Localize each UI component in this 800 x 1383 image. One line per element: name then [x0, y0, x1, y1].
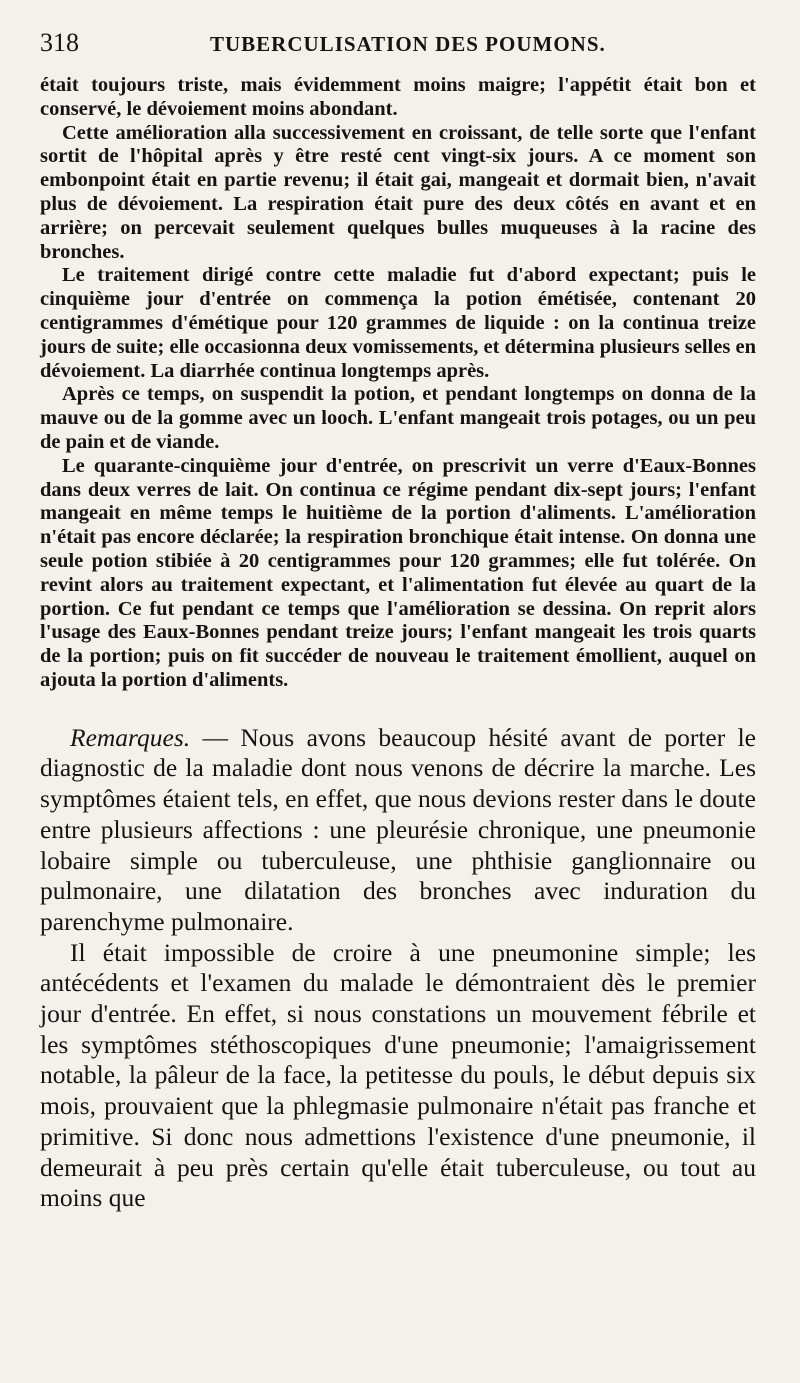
remarks-section: [40, 723, 756, 1214]
remarks-paragraph-2: Il était impossible de croire à une pneumonine simple; les antécédents et l'examen du malade le démontraient dès le premier jour d'entrée. En effet, si nous constations un mouvement fébrile et les symptômes stéthoscopiques d'une pneumonie; l'amaigrissement notable, la pâleur de la face, la petitesse du pouls, le début depuis six mois, prouvaient que la phlegmasie pulmonaire n'était pas franche et primitive. Si donc nous admettions l'existence d'une pneumonie, il demeurait à peu près certain qu'elle était tuberculeuse, ou tout au moins que: [40, 937, 756, 1213]
observation-paragraph-3: Le traitement dirigé contre cette maladie fut d'abord expectant; puis le cinquième jour d'entrée on commença la potion émétisée, contenant 20 centigrammes d'émétique pour 120 grammes de liquide : on la continua treize jours de suite; elle occasionna deux vomissements, et détermina plusieurs selles en dévoiement. La diarrhée continua longtemps après.: [40, 264, 756, 382]
page-number: 318: [40, 28, 79, 57]
remarks-lead: Remarques.: [70, 722, 191, 752]
observation-paragraph-1: était toujours triste, mais évidemment moins maigre; l'appétit était bon et conservé, le dévoiement moins abondant.: [40, 74, 756, 120]
remarks-paragraph-1-text: — Nous avons beaucoup hésité avant de porter le diagnostic de la maladie dont nous venons de décrire la marche. Les symptômes étaient tels, en effet, que nous devions rester dans le doute entre plusieurs affections : une pleurésie chronique, une pneumonie lobaire simple ou tuberculeuse, une phthisie ganglionnaire ou pulmonaire, une dilatation des bronches avec induration du parenchyme pulmonaire.: [40, 722, 756, 936]
remarks-paragraph-1: [40, 723, 756, 938]
running-head: [40, 28, 756, 64]
observation-paragraph-4: Après ce temps, on suspendit la potion, et pendant longtemps on donna de la mauve ou de la gomme avec un looch. L'enfant mangeait trois potages, ou un peu de pain et de viande.: [40, 383, 756, 453]
running-title: TUBERCULISATION DES POUMONS.: [210, 32, 606, 56]
observation-paragraph-2: Cette amélioration alla successivement en croissant, de telle sorte que l'enfant sortit de l'hôpital après y être resté cent vingt-six jours. A ce moment son embonpoint était en partie revenu; il était gai, mangeait et dormait bien, n'avait plus de dévoiement. La respiration était pure des deux côtés en avant et en arrière; on percevait seulement quelques bulles muqueuses à la racine des bronches.: [40, 121, 756, 263]
observation-paragraph-5: Le quarante-cinquième jour d'entrée, on prescrivit un verre d'Eaux-Bonnes dans deux verres de lait. On continua ce régime pendant dix-sept jours; l'enfant mangeait en même temps le huitième de la portion d'aliments. L'amélioration n'était pas encore déclarée; la respiration bronchique était intense. On donna une seule potion stibiée à 20 centigrammes pour 120 grammes; elle fut tolérée. On revint alors au traitement expectant, et l'alimentation fut élevée au quart de la portion. Ce fut pendant ce temps que l'amélioration se dessina. On reprit alors l'usage des Eaux-Bonnes pendant treize jours; l'enfant mangeait les trois quarts de la portion; puis on fit succéder de nouveau le traitement émollient, auquel on ajouta la portion d'aliments.: [40, 454, 756, 691]
observation-section: [40, 74, 756, 693]
